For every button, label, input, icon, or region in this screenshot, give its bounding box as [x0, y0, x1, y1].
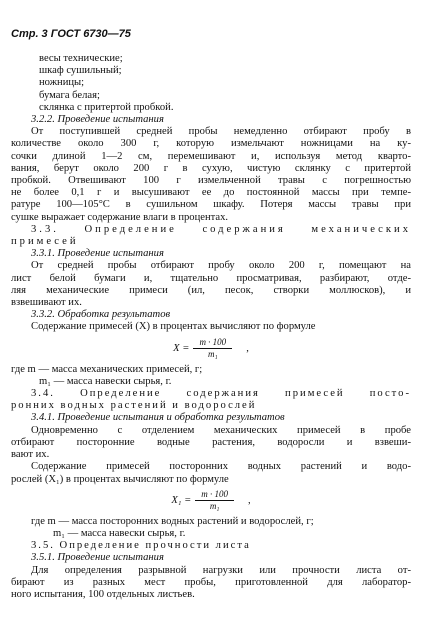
definition-line: m₁ — масса навески сырья, г.: [53, 527, 186, 539]
section-heading: 3.5.1. Проведение испытания: [31, 552, 164, 564]
formula-lhs: X₁ =: [171, 494, 192, 506]
paragraph-line: бирают из разных мест пробы, приготовленной для лаборатор-: [11, 576, 411, 588]
paragraph-line: Для определения разрывной нагрузки или прочности листа от-: [31, 564, 411, 576]
paragraph-line: ного испытания, 100 отдельных листьев.: [11, 588, 195, 600]
paragraph-line: сушке выражает содержание влаги в процентах.: [11, 211, 229, 223]
definition-line: где m — масса посторонних водных растений и водорослей, г;: [31, 515, 314, 527]
paragraph-line: ляя механические примеси (ил, песок, створки моллюсков), и: [11, 284, 411, 296]
formula-lhs: X =: [173, 342, 190, 354]
section-heading: ронних водных растений и водорослей: [11, 400, 257, 412]
section-heading: 3.3. Определение содержания механических: [31, 223, 411, 235]
paragraph-line: вают их.: [11, 449, 50, 461]
equipment-item: склянка с притертой пробкой.: [39, 101, 174, 113]
paragraph-line: От поступившей средней пробы немедленно отбирают пробу в: [31, 126, 411, 138]
formula-tail: ,: [248, 494, 251, 506]
equipment-item: шкаф сушильный;: [39, 65, 122, 77]
equipment-item: ножницы;: [39, 77, 85, 89]
definition-line: m₁ — масса навески сырья, г.: [39, 375, 172, 387]
document-body: [11, 53, 411, 601]
paragraph-line: ратуре 100—105°С в сушильном шкафу. Потеря массы травы при: [11, 199, 411, 211]
formula-numerator: m · 100: [193, 337, 232, 349]
equipment-item: весы технические;: [39, 53, 123, 64]
section-heading: 3.3.2. Обработка результатов: [31, 309, 171, 321]
formula-fraction: [195, 489, 234, 512]
formula-denominator: m₁: [207, 349, 218, 360]
definition-line: где m — масса механических примесей, г;: [11, 363, 203, 375]
section-heading: 3.4.1. Проведение испытания и обработка результатов: [31, 412, 285, 424]
equipment-item: бумага белая;: [39, 89, 100, 101]
section-heading: 3.5. Определение прочности листа: [31, 540, 251, 552]
paragraph-line: количестве около 300 г, которую измельчают ножницами на ку-: [11, 138, 411, 150]
paragraph-line: отбирают посторонние водные растения, водоросли и взвеши-: [11, 436, 411, 448]
page-header: Стр. 3 ГОСТ 6730—75: [11, 28, 131, 40]
paragraph-line: не более 0,1 г и высушивают ее до постоянной массы при темпе-: [11, 187, 411, 199]
section-heading: 3.3.1. Проведение испытания: [31, 248, 164, 260]
paragraph-line: взвешивают их.: [11, 297, 82, 309]
paragraph-line: От средней пробы отбирают пробу около 200 г, помещают на: [31, 260, 411, 272]
section-heading: 3.4. Определение содержания примесей посто-: [31, 388, 411, 400]
paragraph-line: сочки длиной 1—2 см, перемешивают и, используя метод кварто-: [11, 150, 411, 162]
formula: [11, 334, 411, 364]
paragraph-line: Содержание примесей посторонних водных растений и водо-: [31, 461, 411, 473]
paragraph-line: вания, берут около 200 г в сухую, чистую склянку с притертой: [11, 162, 411, 174]
paragraph-line: Содержание примесей (X) в процентах вычисляют по формуле: [31, 321, 316, 333]
paragraph-line: пробкой. Отвешивают 100 г измельченной травы с погрешностью: [11, 175, 411, 187]
section-heading: примесей: [11, 236, 79, 248]
paragraph-line: рослей (X₁) в процентах вычисляют по формуле: [11, 473, 229, 485]
formula-fraction: [193, 337, 232, 360]
paragraph-line: лист белой бумаги и, тщательно просматривая, разбирают, отде-: [11, 272, 411, 284]
formula: [11, 486, 411, 516]
paragraph-line: Одновременно с отделением механических примесей в пробе: [31, 424, 411, 436]
section-heading: 3.2.2. Проведение испытания: [31, 114, 164, 126]
formula-tail: ,: [246, 342, 249, 354]
formula-denominator: m₁: [209, 501, 220, 512]
formula-numerator: m · 100: [195, 489, 234, 501]
